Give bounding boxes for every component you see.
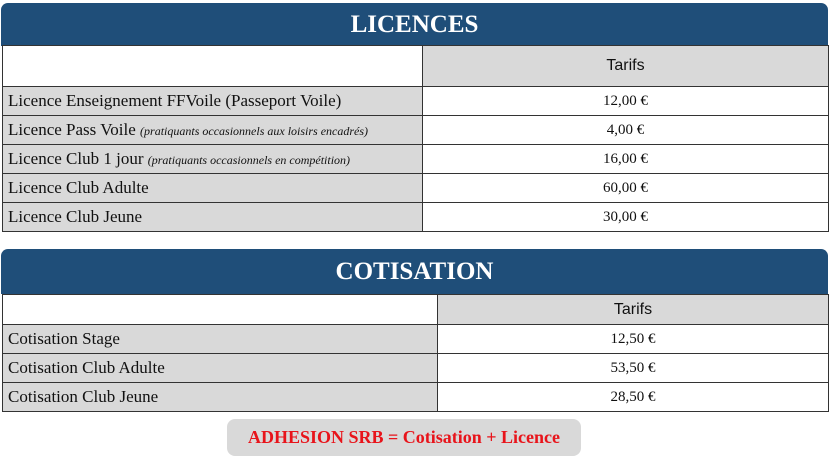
licences-tarifs-header: Tarifs [423, 46, 829, 87]
table-row [3, 87, 829, 116]
licence-label: Licence Club Jeune [8, 207, 143, 226]
licences-header-row [3, 46, 829, 87]
cotisation-header-empty-cell [3, 295, 438, 325]
table-row [3, 174, 829, 203]
licence-label-cell [3, 203, 423, 232]
cotisation-label: Cotisation Club Jeune [3, 383, 438, 412]
cotisation-price: 12,50 € [438, 325, 829, 354]
licence-label-cell [3, 87, 423, 116]
table-row [3, 383, 829, 412]
licence-note: (pratiquants occasionnels en compétition) [147, 153, 351, 167]
licence-price: 12,00 € [423, 87, 829, 116]
cotisation-tarifs-header: Tarifs [438, 295, 829, 325]
table-row [3, 325, 829, 354]
cotisation-label: Cotisation Stage [3, 325, 438, 354]
licences-table [2, 45, 829, 232]
cotisation-table [2, 294, 829, 412]
licence-price: 60,00 € [423, 174, 829, 203]
table-row [3, 145, 829, 174]
table-row [3, 116, 829, 145]
licence-label-cell [3, 145, 423, 174]
licence-label: Licence Club Adulte [8, 178, 149, 197]
cotisation-header-row [3, 295, 829, 325]
table-row [3, 203, 829, 232]
cotisation-price: 53,50 € [438, 354, 829, 383]
licence-label-cell [3, 174, 423, 203]
cotisation-label: Cotisation Club Adulte [3, 354, 438, 383]
licence-label: Licence Enseignement FFVoile (Passeport Voile) [8, 91, 342, 110]
licence-note: (pratiquants occasionnels aux loisirs encadrés) [140, 124, 369, 138]
table-row [3, 354, 829, 383]
adhesion-formula-note: ADHESION SRB = Cotisation + Licence [227, 419, 581, 456]
licence-label: Licence Pass Voile [8, 120, 136, 139]
licences-title: LICENCES [1, 3, 828, 46]
cotisation-price: 28,50 € [438, 383, 829, 412]
licence-price: 30,00 € [423, 203, 829, 232]
licence-label: Licence Club 1 jour [8, 149, 144, 168]
licence-price: 16,00 € [423, 145, 829, 174]
licences-header-empty-cell [3, 46, 423, 87]
cotisation-title: COTISATION [1, 249, 828, 294]
licence-label-cell [3, 116, 423, 145]
licence-price: 4,00 € [423, 116, 829, 145]
